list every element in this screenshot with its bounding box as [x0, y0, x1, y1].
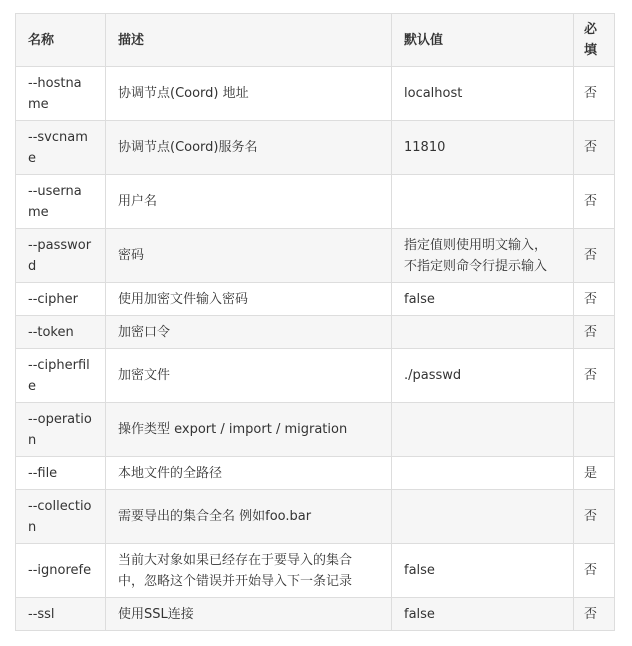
cell-name: --cipher — [16, 283, 106, 316]
cell-desc: 用户名 — [106, 175, 392, 229]
cell-default-line: 不指定则命令行提示输入 — [404, 258, 548, 274]
cell-default: 11810 — [392, 121, 574, 175]
cell-default — [392, 229, 574, 283]
cell-required: 否 — [574, 175, 615, 229]
cell-desc: 协调节点(Coord)服务名 — [106, 121, 392, 175]
cell-name: --ssl — [16, 598, 106, 631]
cell-default-line: 指定值则使用明文输入， — [404, 237, 548, 253]
cell-desc: 加密口令 — [106, 316, 392, 349]
cell-name: --operation — [16, 403, 106, 457]
cell-desc: 协调节点(Coord) 地址 — [106, 67, 392, 121]
table-row — [16, 598, 615, 631]
cell-desc-line: 中，忽略这个错误并开始导入下一条记录 — [118, 573, 353, 589]
header-desc: 描述 — [106, 14, 392, 67]
header-required: 必填 — [574, 14, 615, 67]
cell-desc: 加密文件 — [106, 349, 392, 403]
table-row — [16, 349, 615, 403]
cell-default: ./passwd — [392, 349, 574, 403]
cell-default: localhost — [392, 67, 574, 121]
cell-desc: 操作类型 export / import / migration — [106, 403, 392, 457]
cell-desc: 使用加密文件输入密码 — [106, 283, 392, 316]
cell-default — [392, 175, 574, 229]
cell-default — [392, 490, 574, 544]
cell-name: --cipherfile — [16, 349, 106, 403]
header-default: 默认值 — [392, 14, 574, 67]
param-table — [15, 13, 615, 631]
cell-default — [392, 403, 574, 457]
cell-required: 否 — [574, 544, 615, 598]
header-name: 名称 — [16, 14, 106, 67]
table-row — [16, 283, 615, 316]
cell-desc: 使用SSL连接 — [106, 598, 392, 631]
table-row — [16, 121, 615, 175]
cell-required: 否 — [574, 229, 615, 283]
cell-default: false — [392, 598, 574, 631]
cell-name: --collection — [16, 490, 106, 544]
cell-default: false — [392, 283, 574, 316]
table-row — [16, 316, 615, 349]
cell-default — [392, 457, 574, 490]
table-row — [16, 457, 615, 490]
cell-required: 否 — [574, 283, 615, 316]
cell-required: 否 — [574, 121, 615, 175]
cell-required: 否 — [574, 349, 615, 403]
cell-desc — [106, 544, 392, 598]
cell-required: 否 — [574, 316, 615, 349]
cell-desc: 需要导出的集合全名 例如foo.bar — [106, 490, 392, 544]
table-row — [16, 67, 615, 121]
cell-name: --token — [16, 316, 106, 349]
cell-required: 否 — [574, 67, 615, 121]
cell-required: 是 — [574, 457, 615, 490]
table-row — [16, 175, 615, 229]
table-row — [16, 229, 615, 283]
table-header-row — [16, 14, 615, 67]
table-row — [16, 490, 615, 544]
table-row — [16, 403, 615, 457]
cell-default — [392, 316, 574, 349]
cell-required — [574, 403, 615, 457]
cell-desc-line: 当前大对象如果已经存在于要导入的集合 — [118, 552, 353, 568]
param-table-container — [15, 13, 615, 631]
cell-name: --ignorefe — [16, 544, 106, 598]
cell-required: 否 — [574, 598, 615, 631]
cell-desc: 本地文件的全路径 — [106, 457, 392, 490]
cell-name: --password — [16, 229, 106, 283]
cell-name: --svcname — [16, 121, 106, 175]
cell-name: --hostname — [16, 67, 106, 121]
cell-name: --file — [16, 457, 106, 490]
cell-default: false — [392, 544, 574, 598]
cell-name: --username — [16, 175, 106, 229]
table-row — [16, 544, 615, 598]
cell-desc: 密码 — [106, 229, 392, 283]
cell-required: 否 — [574, 490, 615, 544]
